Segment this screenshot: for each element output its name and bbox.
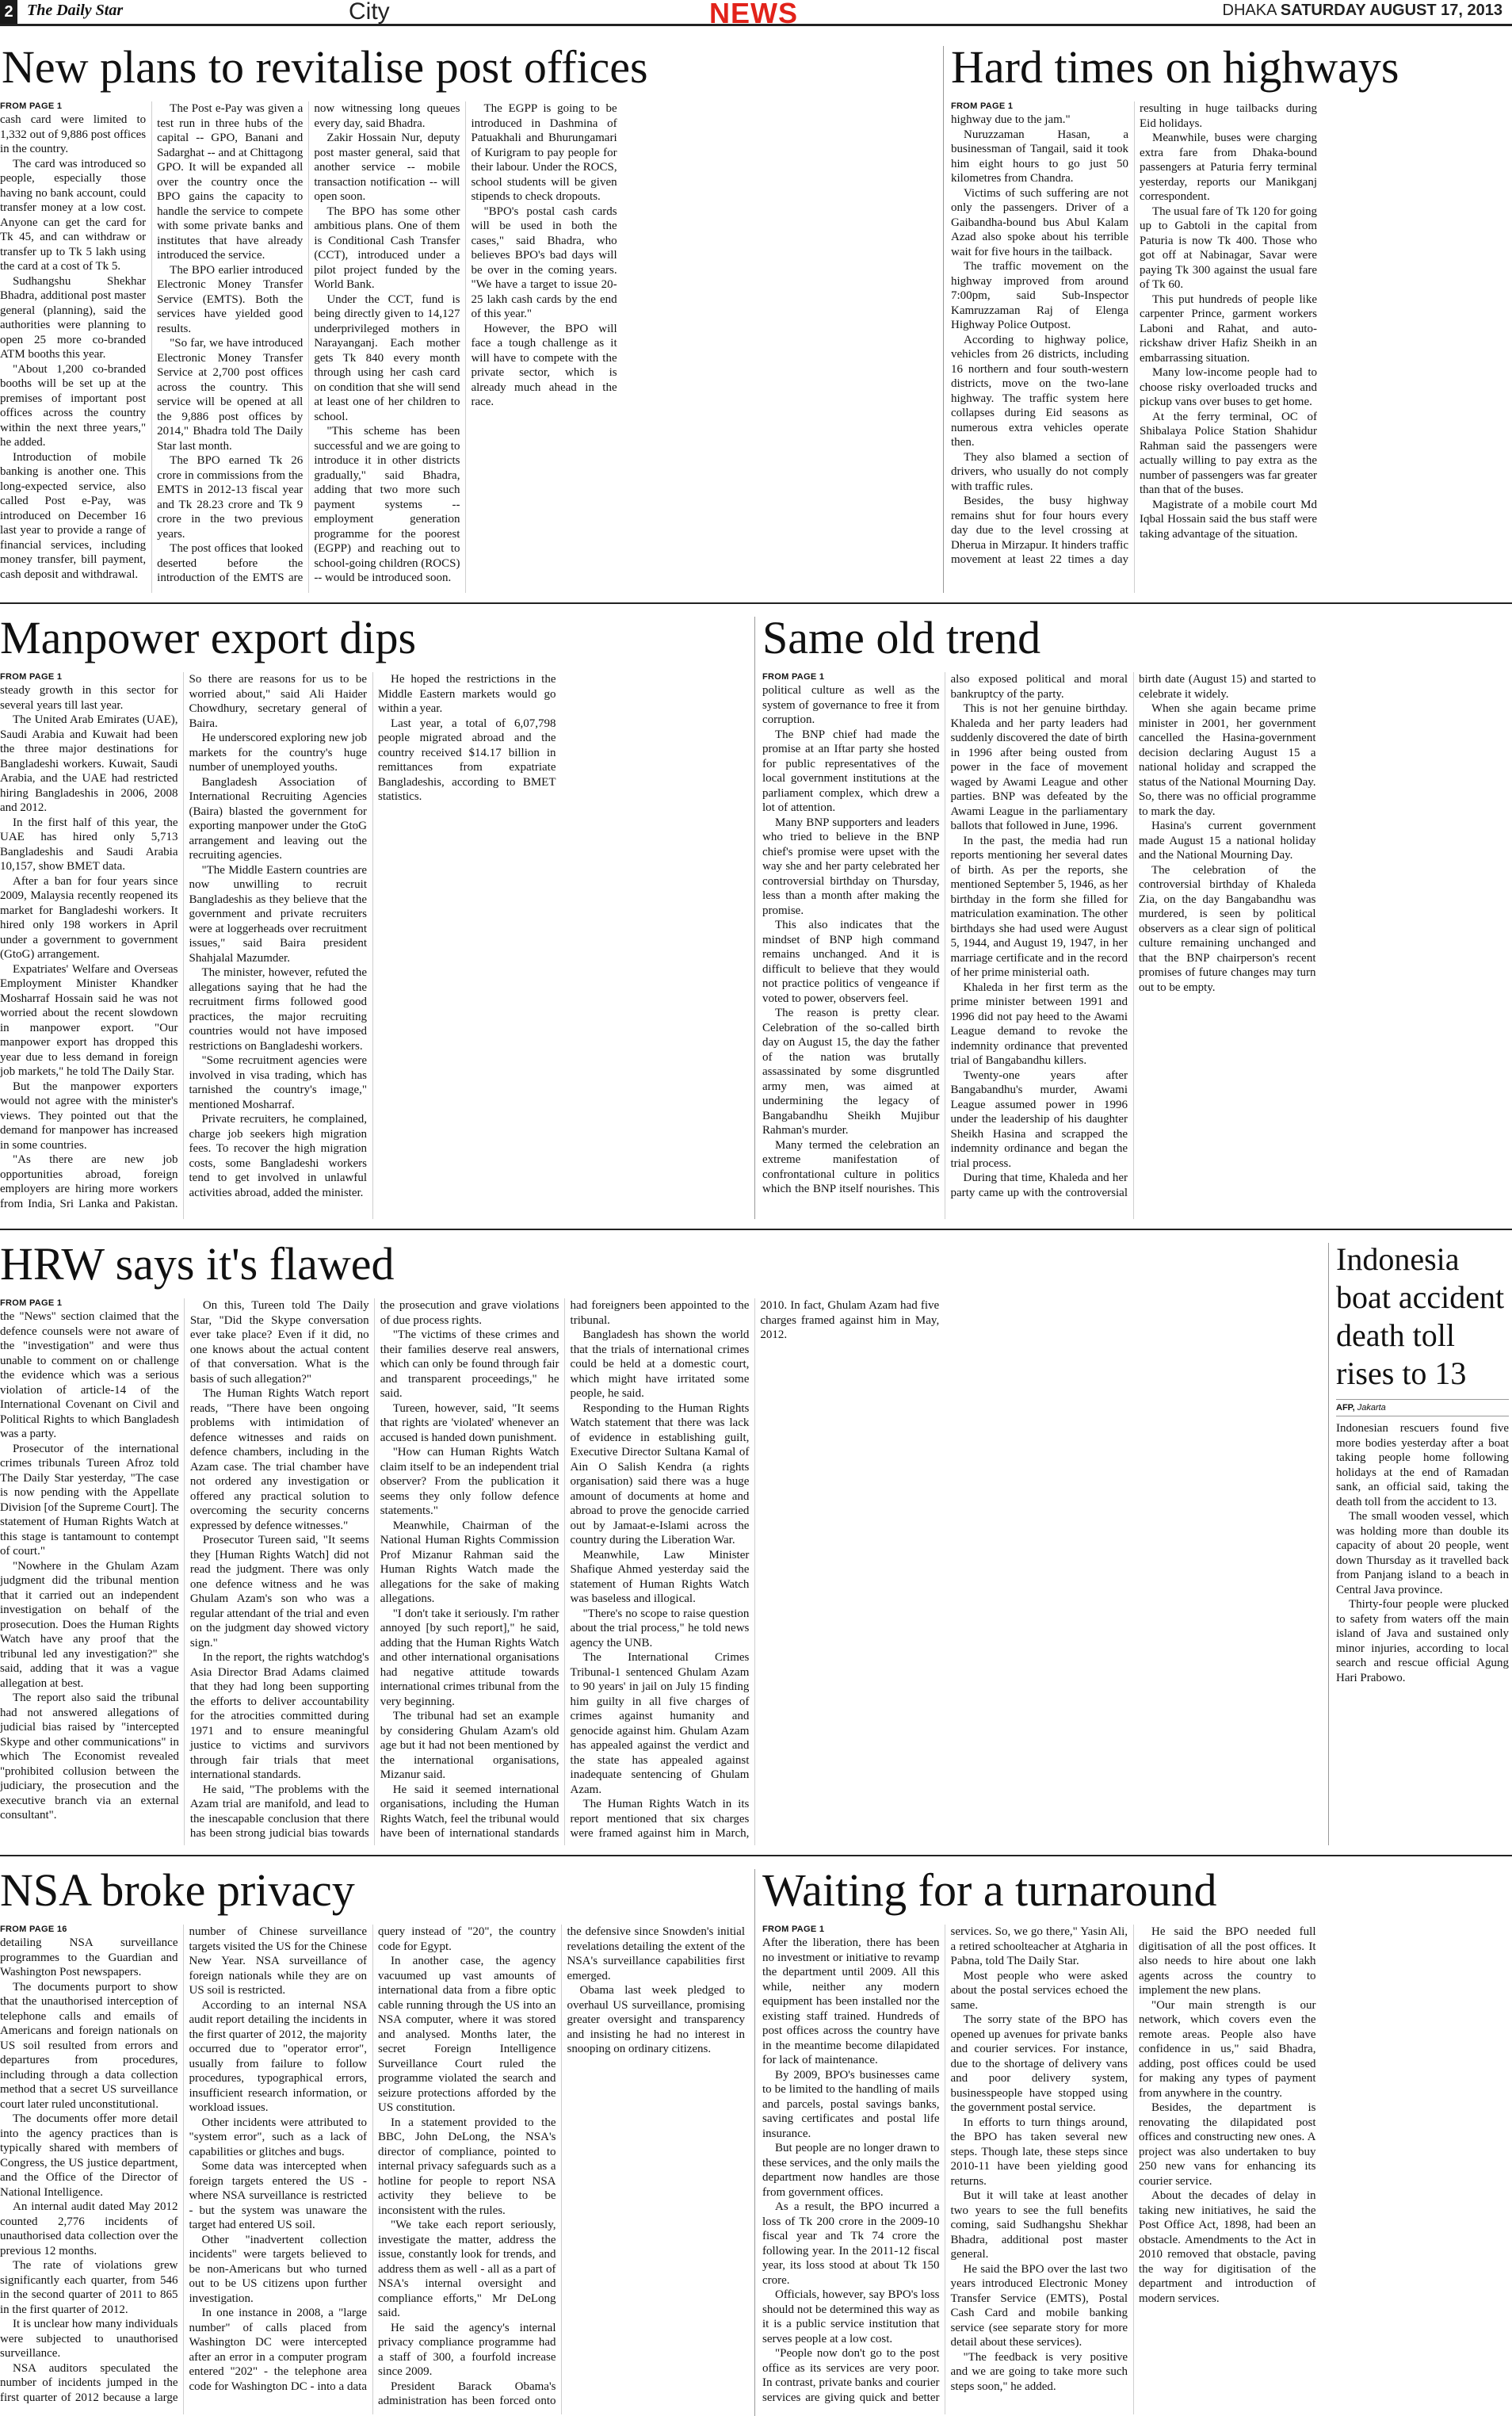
paragraph: The rate of violations grew significantly each quarter, from 546 in the second quarter of 2011 to 865 in the first quarter of 2012.	[0, 2259, 178, 2316]
paragraph: Victims of such suffering are not only the passengers. Driver of a Gaibandha-bound bus Abul Kalam Azad also spoke about his terrible wait for five hours in the tailback.	[951, 186, 1128, 258]
paragraph: Besides, the department is renovating the dilapidated post offices and constructing new ones. A project was also undertaken to buy 250 new vans for enhancing its courier service.	[1139, 2101, 1316, 2188]
paragraph: Bangladesh has shown the world that the trials of international crimes could be held at a domestic court, which might have irritated some people, he said.	[570, 1328, 750, 1400]
from-page-label: FROM PAGE 1	[762, 1925, 825, 1934]
paragraph: Meanwhile, Law Minister Shafique Ahmed yesterday said the statement of Human Rights Watch was baseless and illogical.	[570, 1548, 750, 1605]
paragraph: Zakir Hossain Nur, deputy post master general, said that another service -- mobile transaction notification -- will open soon.	[314, 132, 460, 203]
paragraph: After a ban for four years since 2009, Malaysia recently reopened its market for Bangladeshi workers. It hired only 198 workers in April under a government to government (GtoG) arrangement.	[0, 874, 178, 961]
paragraph: They also blamed a section of drivers, who usually do not comply with traffic rules.	[951, 450, 1128, 493]
story-highways	[951, 40, 1512, 594]
paragraph: Prosecutor Tureen said, "It seems they [Human Rights Watch] did not read the judgment. There was only one defence witness and he was Ghulam Azam's son who was a regular attendant of the trial and even on the judgment day showed victory sign."	[189, 1534, 369, 1650]
paragraph: This put hundreds of people like carpenter Prince, garment workers Laboni and Rahat, and auto-rickshaw driver Hafiz Sheikh in an embarrassing situation.	[1140, 292, 1317, 365]
paragraph: The Post e-Pay was given a test run in three hubs of the capital -- GPO, Banani and Sadarghat -- and at Chittagong GPO. It will be expanded all over the country once the BPO gains the capacity to handle the service to compete with some private banks and institutes that have already introduced the service.	[157, 102, 304, 262]
paragraph: In the first half of this year, the UAE has hired only 5,713 Bangladeshis and Saudi Arabia 10,157, show BMET data.	[0, 816, 178, 873]
paragraph: An internal audit dated May 2012 counted 2,776 incidents of unauthorised data collection over the previous 12 months.	[0, 2200, 178, 2257]
paragraph: Twenty-one years after Bangabandhu's murder, Awami League assumed power in 1996 under the leadership of his daughter Sheikh Hasina and scrapped the indemnity ordinance and began the trial process.	[950, 1068, 1128, 1170]
paragraph: "How can Human Rights Watch claim itself to be an independent trial observer? From the publication it seems they only follow defence statements."	[380, 1446, 559, 1517]
paragraph: About the decades of delay in taking new initiatives, he said the Post Office Act, 1898, had been an obstacle. Amendments to the Act in 2010 removed that obstacle, paving the way for digitisation of the department and introduction of modern services.	[1139, 2189, 1316, 2305]
paragraph: He said the BPO needed full digitisation of all the post offices. It also needs to hire about one lakh agents across the country to implement the new plans.	[1139, 1925, 1316, 1997]
paragraph: The BPO has some other ambitious plans. One of them is Conditional Cash Transfer (CCT), introduced under a pilot project funded by the World Bank.	[314, 205, 460, 291]
paragraph: The BPO earlier introduced Electronic Money Transfer Service (EMTS). Both the services have yielded good results.	[157, 263, 304, 335]
paragraph: However, the BPO will face a tough challenge as it will have to compete with the private sector, which is already much ahead in the race.	[471, 322, 617, 408]
paragraph: "This scheme has been successful and we are going to introduce it in other districts gradually," said Bhadra, adding that two more such payment systems -- employment generation programme for the poorest (EGPP) and reaching out to school-going children (ROCS) -- would be introduced soon.	[314, 425, 460, 584]
paragraph: Prosecutor of the international crimes tribunals Tureen Afroz told The Daily Star yesterday, "The case is now pending with the Appellate Division [of the Supreme Court]. The statement of Human Rights Watch at this stage is tantamount to contempt of court."	[0, 1442, 179, 1558]
paragraph: In one instance in 2008, a "large number" of calls placed from Washington DC were intercepted after an error in a computer program entered "202" - the telephone area code for Washington DC - into a data query instead of "20", the country code for Egypt.	[189, 1925, 556, 2393]
paragraph: Many termed the celebration an extreme manifestation of confrontational culture in politics which the BNP itself nourishes. This also exposed political and moral bankruptcy of the party.	[762, 673, 1128, 1195]
paragraph: Other incidents were attributed to "system error", such as a lack of capabilities or glitches and bugs.	[189, 2116, 367, 2158]
paragraph: Meanwhile, buses were charging extra fare from Dhaka-bound passengers at Paturia ferry terminal yesterday, reports our Manikganj correspondent.	[1140, 132, 1317, 203]
paragraph: This is not her genuine birthday. Khaleda and her party leaders had suddenly discovered the date of birth in 1996 after being ousted from power in the face of movement waged by Awami League and other parties. BNP was defeated by the Awami League in the parliamentary ballots that followed in June, 1996.	[950, 702, 1128, 832]
paragraph: The Human Rights Watch in its report mentioned that six charges were framed against him in March, 2010. In fact, Ghulam Azam had five charges framed against him in May, 2012.	[570, 1299, 940, 1840]
paragraph: When she again became prime minister in 2001, her government cancelled the Hasina-government decision declaring August 15 a national holiday and scrapped the status of the National Mourning Day. So, there was no official programme to mark the day.	[1139, 702, 1316, 818]
paragraph: During that time, Khaleda and her party came up with the controversial birth date (August 15) and started to celebrate it widely.	[950, 673, 1316, 1199]
paragraph: "There's no scope to raise question about the trial process," he told news agency the UNB.	[570, 1607, 750, 1650]
paragraph: The Human Rights Watch report reads, "There have been ongoing problems with intimidation of defence witnesses and raids on defence chambers, including in the Azam case. The trial chamber have not ordered any investigation or offered any practical solution to overcoming the security concerns expressed by defence witnesses."	[189, 1387, 369, 1532]
paragraph: "The victims of these crimes and their families deserve real answers, which can only be found through fair and transparent proceedings," he said.	[380, 1328, 559, 1400]
paragraph: At the ferry terminal, OC of Shibalaya Police Station Shahidur Rahman said the passengers were actually willing to pay extra as the number of passengers was far greater than that of the buses.	[1140, 410, 1317, 496]
dateline	[1223, 2, 1502, 20]
paragraph: He hoped the restrictions in the Middle Eastern markets would go within a year.	[378, 673, 556, 715]
paragraph: As a result, the BPO incurred a loss of Tk 200 crore in the 2009-10 fiscal year and Tk 74 crore the following year. In the 2011-12 fiscal year, its loss stood at about Tk 150 crore.	[762, 2200, 940, 2287]
story-nsa	[0, 1863, 745, 2416]
paragraph: The EGPP is going to be introduced in Dashmina of Patuakhali and Bhurungamari of Kurigram to pay people for their labour. Under the ROCS, school students will be given stipends to check dropouts.	[471, 102, 617, 203]
headline: Indonesia boat accident death toll rises to 13	[1336, 1241, 1505, 1391]
from-page-label: FROM PAGE 1	[951, 101, 1014, 111]
paragraph: Besides, the busy highway remains shut for four hours every day due to the level crossing at Dherua in Mirzapur. It hinders traffic movement at least 22 times a day resulting in huge tailbacks during Eid holidays.	[951, 102, 1317, 566]
paragraph: "We take each report seriously, investigate the matter, address the issue, constantly look for trends, and address them as well - all as a part of NSA's internal oversight and compliance efforts," Mr DeLong said.	[378, 2219, 556, 2319]
paragraph: In efforts to turn things around, the BPO has taken several new steps. Though late, these steps since 2010-11 have been yielding good returns.	[950, 2116, 1128, 2188]
paragraph: He said, "The problems with the Azam trial are manifold, and lead to the inescapable conclusion that there has been strong judicial bias towards the prosecution and grave violations of due process rights.	[189, 1299, 559, 1840]
paragraph: The documents purport to show that the unauthorised interception of telephone calls and emails of Americans and foreign nationals on US soil resulted from errors and departures from procedures, including through a data collection method that a secret US surveillance court later ruled unconstitutional.	[0, 1980, 178, 2111]
paragraph: In another case, the agency vacuumed up vast amounts of international data from a fibre optic cable running through the US into an NSA computer, where it was stored and analysed. Months later, the secret Foreign Intelligence Surveillance Court ruled the programme violated the search and seizure protections afforded by the US constitution.	[378, 1955, 556, 2114]
paragraph: Bangladesh Association of International Recruiting Agencies (Baira) blasted the government for exporting manpower under the GtoG arrangement and leaving out the recruiting agencies.	[189, 775, 367, 862]
paragraph: Thirty-four people were plucked to safety from waters off the main island of Java and sustained only minor injuries, according to local search and rescue official Agung Hari Prabowo.	[1336, 1598, 1509, 1684]
paragraph: This also indicates that the mindset of BNP high command remains unchanged. And it is difficult to believe that they would not practice politics of vengeance if voted to power, observers feel.	[762, 919, 940, 1005]
paragraph: He underscored exploring new job markets for the country's huge number of unemployed youths.	[189, 732, 367, 774]
paragraph: "BPO's postal cash cards will be used in both the cases," said Bhadra, who believes BPO's bad days will be over in the coming years. "We have a target to issue 20-25 lakh cash cards by the end of this year."	[471, 205, 617, 320]
story-manpower	[0, 610, 745, 1221]
paragraph: Officials, however, say BPO's loss should not be determined this way as it is a public service institution that serves people at a low cost.	[762, 2288, 940, 2345]
paragraph: The United Arab Emirates (UAE), Saudi Arabia and Kuwait had been the three major destinations for Bangladeshi workers. Kuwait, Saudi Arabia, and the UAE had restricted hiring Bangladeshis in 2006, 2008 and 2012.	[0, 713, 178, 814]
paragraph: According to highway police, vehicles from 26 districts, including 16 northern and four south-western districts, move on the two-lane highway. The traffic system here collapses during Eid seasons as numerous extra vehicles operate then.	[951, 333, 1128, 449]
headline: Same old trend	[762, 612, 1041, 663]
paragraph: In the past, the media had run reports mentioning her several dates of birth. As per the reports, she mentioned September 5, 1946, as her birthday in the form she filled for matriculation examination. The other birthdays she had used were August 5, 1944, and August 19, 1947, in her marriage certificate and in the record of her prime ministerial oath.	[950, 834, 1128, 979]
paragraph: The traffic movement on the highway improved from around 7:00pm, said Sub-Inspector Kamruzzaman Raj of Elenga Highway Police Outpost.	[951, 260, 1128, 331]
dateline-place: Jakarta	[1357, 1403, 1386, 1413]
paragraph: The usual fare of Tk 120 for going up to Gabtoli in the capital from Paturia is now Tk 400. Those who got off at Nabinagar, Savar were paying Tk 300 against the usual fare of Tk 60.	[1140, 205, 1317, 291]
paragraph: political culture as well as the system of governance to free it from corruption.	[762, 684, 940, 726]
paragraph: The minister, however, refuted the allegations saying that he had the recruitment firms followed good practices, the major recruiting countries would not have imposed restrictions on Bangladeshi workers.	[189, 966, 367, 1053]
from-page-label: FROM PAGE 1	[0, 672, 63, 682]
headline: Manpower export dips	[0, 612, 417, 663]
paragraph: He said the agency's internal privacy compliance programme had a staff of 300, a fourfold increase since 2009.	[378, 2321, 556, 2378]
paragraph: Expatriates' Welfare and Overseas Employment Minister Khandker Mosharraf Hossain said he was not worried about the recent slowdown in manpower export. "Our manpower export has dropped this year due to less demand in foreign job markets," he told The Daily Star.	[0, 962, 178, 1078]
paragraph: Most people who were asked about the postal services echoed the same.	[950, 1969, 1128, 2012]
agency: AFP,	[1336, 1403, 1355, 1413]
paragraph: According to an internal NSA audit report detailing the incidents in the first quarter of 2012, the majority occurred due to "operator error", usually from failure to follow procedures, typographical errors, insufficient research information, or workload issues.	[189, 1998, 367, 2114]
from-page-label: FROM PAGE 16	[0, 1925, 67, 1934]
page-number: 2	[0, 0, 17, 24]
paragraph: NSA auditors speculated the number of incidents jumped in the first quarter of 2012 because a large number of Chinese surveillance targets visited the US for the Chinese New Year. NSA surveillance of foreign nationals while they are on US soil is restricted.	[0, 1925, 367, 2404]
paragraph: cash card were limited to 1,332 out of 9,886 post offices in the country.	[0, 113, 147, 155]
headline: NSA broke privacy	[0, 1864, 355, 1916]
paragraph: Private recruiters, he complained, charge job seekers high migration fees. To recover the high migration costs, some Bangladeshi workers tend to get involved in unlawful activities abroad, added the minister.	[189, 1113, 367, 1199]
story-body	[1336, 1421, 1509, 1818]
masthead	[0, 0, 1512, 29]
paragraph: "As there are new job opportunities abroad, foreign employers are hiring more workers from India, Sri Lanka and Pakistan. So there are reasons for us to be worried about," said Ali Haider Chowdhury, secretary general of Baira.	[0, 673, 367, 1210]
paragraph: "So far, we have introduced Electronic Money Transfer Service at 2,700 post offices across the country. This service will be opened at all the 9,886 post offices by 2014," Bhadra told The Daily Star last month.	[157, 337, 304, 453]
story-post-offices	[0, 40, 931, 594]
story-indonesia	[1336, 1240, 1509, 1847]
paragraph: Meanwhile, Chairman of the National Human Rights Commission Prof Mizanur Rahman said the Human Rights Watch made the allegations for the sake of making allegations.	[380, 1519, 559, 1605]
paragraph: Magistrate of a mobile court Md Iqbal Hossain said the bus staff were taking advantage of the situation.	[1140, 498, 1317, 541]
paragraph: steady growth in this sector for several years till last year.	[0, 684, 178, 712]
paragraph: But the manpower exporters would not agree with the minister's views. They pointed out that the demand for manpower has increased in some countries.	[0, 1080, 178, 1152]
paragraph: "Nowhere in the Ghulam Azam judgment did the tribunal mention that it carried out an independent investigation on behalf of the prosecution. Does the Human Rights Watch have any proof that the tribunal led any investigation?" she said, adding that it was a vague allegation at best.	[0, 1559, 179, 1690]
paragraph: After the liberation, there has been no investment or initiative to revamp the department until 2009. All this while, neither any modern equipment has been installed nor the existing staff trained. Hundreds of post offices across the country have in the meantime become dilapidated for lack of maintenance.	[762, 1936, 940, 2066]
from-page-label: FROM PAGE 1	[762, 672, 825, 682]
story-body	[762, 672, 1504, 1219]
paragraph: But people are no longer drawn to these services, and the only mails the department now handles are those from government offices.	[762, 2142, 940, 2199]
paragraph: "The feedback is very positive and we are going to take more such steps soon," he added.	[950, 2350, 1128, 2393]
paragraph: "About 1,200 co-branded booths will be set up at the premises of important post offices across the country within the next three years," he added.	[0, 362, 147, 449]
paragraph: "I don't take it seriously. I'm rather annoyed [by such report]," he said, adding that the Human Rights Watch and other international organisations had negative attitude towards international crimes tribunal from the very beginning.	[380, 1607, 559, 1708]
paragraph: Obama last week pledged to overhaul US surveillance, promising greater oversight and transparency and insisting he had no interest in snooping on ordinary citizens.	[567, 1984, 745, 2055]
paragraph: The documents offer more detail into the agency practices than is typically shared with members of Congress, the US justice department, and the Office of the Director of National Intelligence.	[0, 2112, 178, 2199]
paragraph: detailing NSA surveillance programmes to the Guardian and Washington Post newspapers.	[0, 1936, 178, 1978]
paragraph: "Some recruitment agencies were involved in visa trading, which has tarnished the country's image," mentioned Mosharraf.	[189, 1054, 367, 1111]
paragraph: In a statement provided to the BBC, John DeLong, the NSA's director of compliance, pointed to internal privacy safeguards such as a hotline for people to report NSA activity they believe to be inconsistent with the rules.	[378, 2116, 556, 2217]
paragraph: Hasina's current government made August 15 a national holiday and the National Mourning Day.	[1139, 820, 1316, 862]
paragraph: Responding to the Human Rights Watch statement that there was lack of evidence in establishing guilt, Executive Director Sultana Kamal of Ain O Salish Kendra (a rights organisation) said there was a huge amount of documents at home and abroad to prove the genocide carried out by Jamaat-e-Islami across the country during the Liberation War.	[570, 1401, 750, 1546]
byline	[1336, 1399, 1509, 1416]
story-body	[0, 1925, 745, 2414]
paragraph: Last year, a total of 6,07,798 people migrated abroad and the country received $14.17 billion in remittances from expatriate Bangladeshis, according to BMET statistics.	[378, 717, 556, 803]
paragraph: In the report, the rights watchdog's Asia Director Brad Adams claimed that they had long been supporting the efforts to deliver accountability for the atrocities committed during 1971 and to ensure meaningful justice to victims and survivors through fair trials that meet international standards.	[189, 1651, 369, 1781]
paper-name: The Daily Star	[27, 2, 124, 19]
paragraph: The celebration of the controversial birthday of Khaleda Zia, on the day Bangabandhu was murdered, is seen by political observers as a clear sign of political culture remaining unchanged and that the BNP chairperson's recent promises of future changes may turn out to be empty.	[1139, 863, 1316, 994]
paragraph: The tribunal had set an example by considering Ghulam Azam's old age but it had not been mentioned by the international organisations, Mizanur said.	[380, 1710, 559, 1781]
story-body	[0, 672, 745, 1219]
paragraph: Under the CCT, fund is being directly given to 14,127 underprivileged mothers in Narayanganj. Each mother gets Tk 840 every month through using her cash card on condition that she will send at least one of her children to school.	[314, 292, 460, 423]
paragraph: The small wooden vessel, which was holding more than double its capacity of about 20 people, went down Thursday as it travelled back from Panjang island to a beach in Central Java province.	[1336, 1510, 1509, 1596]
story-turnaround	[762, 1863, 1512, 2416]
story-body	[0, 101, 931, 593]
paragraph: Sudhangshu Shekhar Bhadra, additional post master general (planning), said the authorities were planning to open 25 more co-branded ATM booths this year.	[0, 274, 147, 361]
paragraph: Some data was intercepted when foreign targets entered the US - where NSA surveillance is restricted - but the system was unaware the target had entered US soil.	[189, 2160, 367, 2231]
paragraph: President Barack Obama's administration has been forced onto the defensive since Snowden's initial revelations detailing the extent of the NSA's surveillance capabilities first emerged.	[378, 1925, 745, 2407]
paragraph: "Our main strength is our network, which covers even the remote areas. People also have confidence in us," said Bhadra, adding, post offices could be used for making any types of payment from anywhere in the country.	[1139, 1998, 1316, 2100]
paragraph: By 2009, BPO's businesses came to be limited to the handling of mails and parcels, postal savings banks, saving certificates and postal life insurance.	[762, 2068, 940, 2140]
paragraph: The International Crimes Tribunal-1 sentenced Ghulam Azam to 90 years' in jail on July 15 finding him guilty in all five charges of crimes against humanity and genocide against him. Ghulam Azam has appealed against the verdict and the state has appealed against inadequate sentencing of Ghulam Azam.	[570, 1651, 750, 1796]
from-page-label: FROM PAGE 1	[0, 101, 63, 111]
paragraph: The BPO earned Tk 26 crore in commissions from the EMTS in 2012-13 fiscal year and Tk 28.23 crore and Tk 9 crore in the two previous years.	[157, 454, 304, 541]
paragraph: Indonesian rescuers found five more bodies yesterday after a boat taking people home following holidays at the end of Ramadan sank, an official said, taking the death toll from the accident to 13.	[1336, 1422, 1509, 1508]
paragraph: "People now don't go to the post office as its services are very poor. In contrast, private banks and courier services are giving quick and better services. So, we go there," Yasin Ali, a retired schoolteacher at Atgharia in Pabna, told The Daily Star.	[762, 1925, 1128, 2404]
paragraph: He said the BPO over the last two years introduced Electronic Money Transfer Service (EMTS), Postal Cash Card and mobile banking service (see separate story for more detail about these services).	[950, 2262, 1128, 2349]
paragraph: He said it seemed international organisations, including the Human Rights Watch, feel the tribunal would have been of international standards had foreigners been appointed to the tribunal.	[380, 1299, 750, 1840]
paragraph: But it will take at least another two years to see the full benefits coming, said Sudhangshu Shekhar Bhadra, additional post master general.	[950, 2189, 1128, 2261]
headline: New plans to revitalise post offices	[2, 41, 648, 93]
paragraph: The sorry state of the BPO has opened up avenues for private banks and courier services. For instance, due to the shortage of delivery vans and poor delivery system, businesspeople have stopped using the government postal service.	[950, 2013, 1128, 2114]
headline: Waiting for a turnaround	[762, 1864, 1217, 1916]
news-label: NEWS	[709, 0, 798, 29]
paragraph: Other "inadvertent collection incidents" were targets believed to be non-Americans but who turned out to be US citizens upon further investigation.	[189, 2233, 367, 2305]
paragraph: The BNP chief had made the promise at an Iftar party she hosted for public representatives of the local government institutions at the parliament complex, which drew a lot of attention.	[762, 728, 940, 814]
story-body	[762, 1925, 1504, 2414]
story-hrw	[0, 1237, 1319, 1847]
paragraph: The report also said the tribunal had not answered allegations of judicial bias raised by "intercepted Skype and other communications" in which The Economist revealed "prohibited collusion between the judiciary, the prosecution and the executive branch via an external consultant".	[0, 1692, 179, 1822]
paragraph: It is unclear how many individuals were subjected to unauthorised surveillance.	[0, 2318, 178, 2360]
paragraph: "The Middle Eastern countries are now unwilling to recruit Bangladeshis as they believe that the government and private recruiters were at loggerheads over recruitment issues," said Baira president Shahjalal Mazumder.	[189, 863, 367, 965]
from-page-label: FROM PAGE 1	[0, 1298, 63, 1308]
paragraph: Nuruzzaman Hasan, a businessman of Tangail, said it took him eight hours to go just 50 kilometres from Chandra.	[951, 128, 1128, 185]
story-body	[951, 101, 1506, 593]
story-body	[0, 1298, 1319, 1845]
paragraph: The post offices that looked deserted before the introduction of the EMTS are now witnessing long queues every day, said Bhadra.	[157, 102, 460, 584]
paragraph: Many BNP supporters and leaders who tried to believe in the BNP chief's promise were upset with the way she and her party celebrated her controversial birthday on Thursday, less than a month after making the promise.	[762, 816, 940, 917]
paragraph: The card was introduced so people, especially those having no bank account, could transfer money at a low cost. Anyone can get the card for Tk 45, and can withdraw or transfer up to Tk 5 lakh using the card at a cost of Tk 5.	[0, 157, 147, 273]
paragraph: Khaleda in her first term as the prime minister between 1991 and 1996 did not pay heed to the Awami League demand to revoke the indemnity ordinance that prevented trial of Bangabandhu killers.	[950, 981, 1128, 1067]
paragraph: highway due to the jam."	[951, 113, 1071, 126]
paragraph: Tureen, however, said, "It seems that rights are 'violated' whenever an accused is handed down punishment.	[380, 1401, 559, 1444]
city: DHAKA	[1222, 2, 1277, 19]
paragraph: Many low-income people had to choose risky overloaded trucks and pickup vans over buses to get home.	[1140, 366, 1317, 408]
section-label: City	[349, 0, 390, 25]
story-same-old-trend	[762, 610, 1512, 1221]
date: SATURDAY AUGUST 17, 2013	[1280, 2, 1502, 19]
headline: HRW says it's flawed	[0, 1238, 395, 1290]
paragraph: Introduction of mobile banking is another one. This long-expected service, also called Post e-Pay, was introduced on December 16 last year to provide a range of financial services, including money transfer, bill payment, cash deposit and withdrawal.	[0, 450, 147, 581]
paragraph: The reason is pretty clear. Celebration of the so-called birth day on August 15, the day the father of the nation was brutally assassinated by some disgruntled army men, was aimed at undermining the legacy of Bangabandhu Sheikh Mujibur Rahman's murder.	[762, 1007, 940, 1137]
paragraph: On this, Tureen told The Daily Star, "Did the Skype conversation ever take place? Even if it did, no one knows about the actual content of that conversation. What is the basis of such allegation?"	[189, 1299, 369, 1386]
paragraph: the "News" section claimed that the defence counsels were not aware of the "investigation" and were thus unable to comment on or challenge the evidence which was a serious violation of article-14 of the International Covenant on Civil and Political Rights to which Bangladesh was a party.	[0, 1310, 179, 1440]
headline: Hard times on highways	[951, 41, 1399, 93]
